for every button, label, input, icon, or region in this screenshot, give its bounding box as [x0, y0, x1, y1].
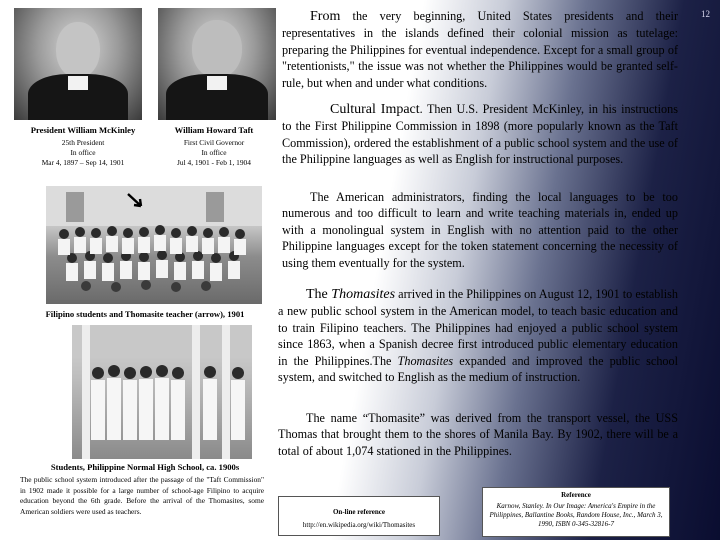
photo-caption: Students, Philippine Normal High School, ca. 1900s [50, 462, 240, 472]
portrait-name: President William McKinley [30, 125, 136, 135]
online-reference-url[interactable]: http://en.wikipedia.org/wiki/Thomasites [302, 521, 416, 529]
portrait-name: William Howard Taft [174, 125, 254, 135]
portrait-dates: Mar 4, 1897 – Sep 14, 1901 [41, 158, 125, 167]
thomasites-heading-pre: The [306, 287, 332, 302]
intro-lead-word: From [310, 9, 341, 24]
reference-text: Karnow, Stanley. In Our Image: America's Empire in the Philippines, Ballantine Books, Random House, Inc., March 3, 1990, ISBN 0-345-32816-7 [489, 502, 663, 528]
thomasites-text-a: arrived in the Philippines on August 12, 1901 to establish a new public school system in the American model, to teach basic education and to train Filipino teachers. The Philippines had enjoyed a public school system since 1863, when a Spanish decree first introduced public elementary education in the Philippines.The [278, 287, 678, 368]
portrait-status: In office [70, 148, 96, 157]
cultural-impact-paragraph [282, 101, 678, 168]
thomasites-heading: Thomasites [331, 287, 396, 302]
portrait-role: First Civil Governor [183, 138, 245, 147]
thomasite-name-paragraph [278, 410, 678, 459]
photo-caption: Filipino students and Thomasite teacher (arrow), 1901 [45, 309, 245, 319]
students-row-illustration [72, 325, 252, 459]
cultural-impact-heading: Cultural Impact [330, 102, 420, 117]
administrators-text: The American administrators, finding the local languages to be too numerous and too difficult to learn and write teaching materials in, ended up with a monolingual system in English with no attention paid to the other Philippine languages except for the token statement concerning the necessity of using them eventually for the system. [282, 190, 678, 270]
cultural-impact-text: . Then U.S. President McKinley, in his instructions to the First Philippine Commission in 1898 (more popularly known as the Taft Commission), ordered the establishment of a public school system and the use of the Philippine languages as well as English for instructional purposes. [282, 102, 678, 167]
thomasites-text-b: expanded and improved the public school system, and switched to English as the medium of instruction. [278, 353, 678, 385]
students-group-illustration [46, 186, 262, 304]
photo-note: The public school system introduced after the passage of the "Taft Commission" in 1902 made it possible for a large number of school-age Filipino to acquire education beyond the 6th grade. Before the arrival of the Thomasites, some American soldiers were used as teachers. [20, 475, 264, 516]
thomasite-name-text: The name “Thomasite” was derived from the transport vessel, the USS Thomas that brought them to the shores of Manila Bay. By 1902, there will be a total of about 1,074 stationed in the Philippines. [278, 411, 678, 458]
thomasites-em: Thomasites [397, 353, 454, 368]
class-photo-1901 [46, 186, 262, 304]
mckinley-portrait [14, 8, 142, 120]
online-reference-box [278, 496, 440, 536]
portrait-dates: Jul 4, 1901 - Feb 1, 1904 [177, 158, 251, 167]
online-reference-label: On-line reference [332, 508, 386, 516]
administrators-paragraph [282, 189, 678, 271]
page-number: 12 [701, 9, 710, 19]
intro-text: the very beginning, United States presidents and their representatives in the islands defined their colonial mission as tutelage: preparing the Philippines for eventual independence. Except for a small group of "retentionists," the issue was not whether the Philippines would be granted self-rule, but when and under what conditions. [282, 9, 678, 90]
reference-box [482, 487, 670, 537]
class-photo-normal-school [72, 325, 252, 459]
thomasites-paragraph [278, 286, 678, 385]
taft-portrait [158, 8, 276, 120]
intro-paragraph [282, 8, 678, 91]
reference-label: Reference [561, 491, 591, 499]
portrait-status: In office [201, 148, 227, 157]
portrait-role: 25th President [61, 138, 105, 147]
